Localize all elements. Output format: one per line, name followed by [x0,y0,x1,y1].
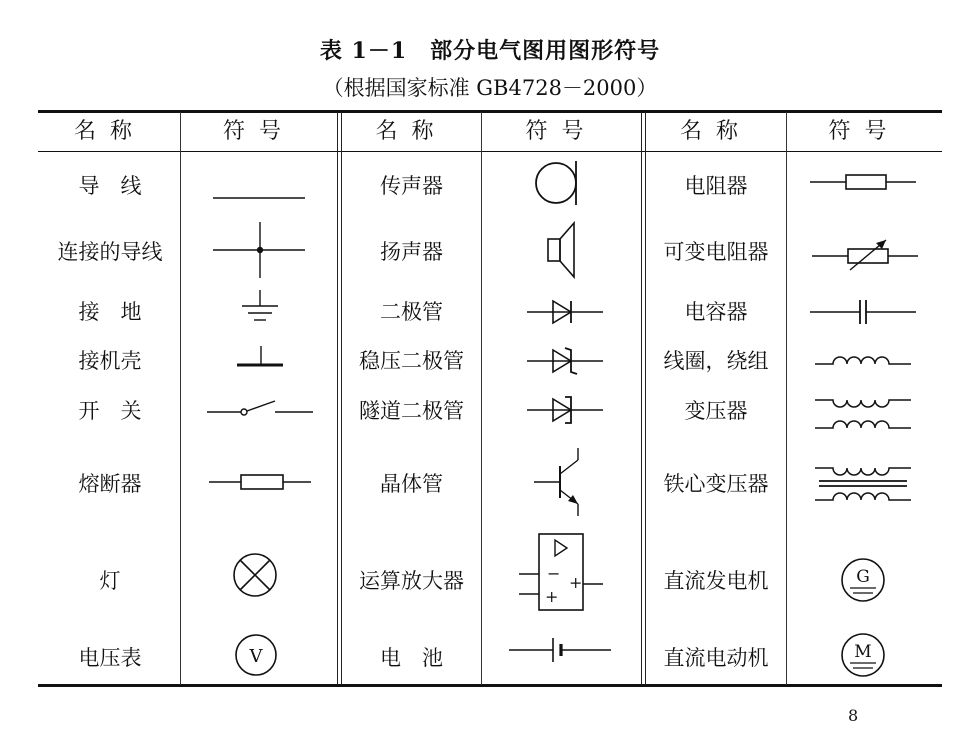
switch-icon [203,396,318,426]
op-amp-icon [515,532,605,614]
ground-icon [225,288,295,333]
speaker-icon [540,217,585,282]
zener-diode-icon [525,345,605,377]
row-name: 直流电动机 [663,646,769,670]
table-subtitle: （根据国家标准 GB4728－2000） [322,76,658,100]
op-amp-minus-label: − [547,564,561,583]
voltmeter-label: V [249,646,263,667]
resistor-icon [808,170,918,194]
battery-icon [505,634,615,666]
dc-motor-icon [838,630,888,680]
table-title: 表 1－1 部分电气图用图形符号 [319,38,661,64]
row-name: 电 池 [380,646,443,670]
page-number: 8 [848,706,859,725]
row-name: 电压表 [78,646,142,670]
header-symbol-3: 符号 [828,119,901,144]
row-name: 接 地 [78,300,142,324]
tunnel-diode-icon [525,393,605,427]
header-symbol-2: 符号 [525,119,598,144]
header-rule [38,151,942,152]
row-name: 线圈，绕组 [663,349,769,373]
header-name-1: 名称 [73,119,146,144]
row-name: 铁心变压器 [663,472,769,496]
generator-label: G [856,567,870,587]
transistor-icon [530,446,600,518]
chassis-ground-icon [225,342,295,372]
row-name: 运算放大器 [359,569,464,593]
row-name: 扬声器 [380,240,443,264]
transformer-icon [813,392,913,436]
iron-core-transformer-icon [813,460,913,508]
row-name: 熔断器 [78,472,142,496]
row-name: 晶体管 [380,472,443,496]
capacitor-icon [808,296,918,328]
op-amp-plus-label-input: + [545,587,559,606]
microphone-icon [530,157,590,209]
coil-icon [813,346,913,372]
divider-col2 [481,112,482,685]
row-name: 传声器 [380,174,443,198]
dc-generator-icon [838,555,888,605]
row-name: 灯 [99,569,121,593]
row-name: 开 关 [78,399,142,423]
row-name: 接机壳 [78,349,142,373]
row-name: 隧道二极管 [359,399,464,423]
wire-icon [205,190,315,204]
row-name: 电容器 [684,300,748,324]
divider-col1 [180,112,181,685]
top-rule [38,110,942,113]
row-name: 直流发电机 [663,569,769,593]
divider-col3 [786,112,787,685]
row-name: 稳压二极管 [359,349,464,373]
row-name: 二极管 [380,300,443,324]
row-name: 导 线 [78,174,142,198]
op-amp-plus-label-output: + [569,573,583,592]
variable-resistor-icon [810,232,920,276]
row-name: 变压器 [684,399,748,423]
connected-wires-icon [205,220,315,280]
motor-label: M [854,642,872,662]
header-name-3: 名称 [679,119,752,144]
fuse-icon [205,470,315,494]
row-name: 连接的导线 [57,240,163,264]
diode-icon [525,296,605,328]
voltmeter-icon [233,632,279,678]
header-symbol-1: 符号 [222,119,295,144]
row-name: 可变电阻器 [663,240,769,264]
row-name: 电阻器 [684,174,748,198]
lamp-icon [230,550,280,600]
header-name-2: 名称 [375,119,448,144]
bottom-rule [38,684,942,687]
